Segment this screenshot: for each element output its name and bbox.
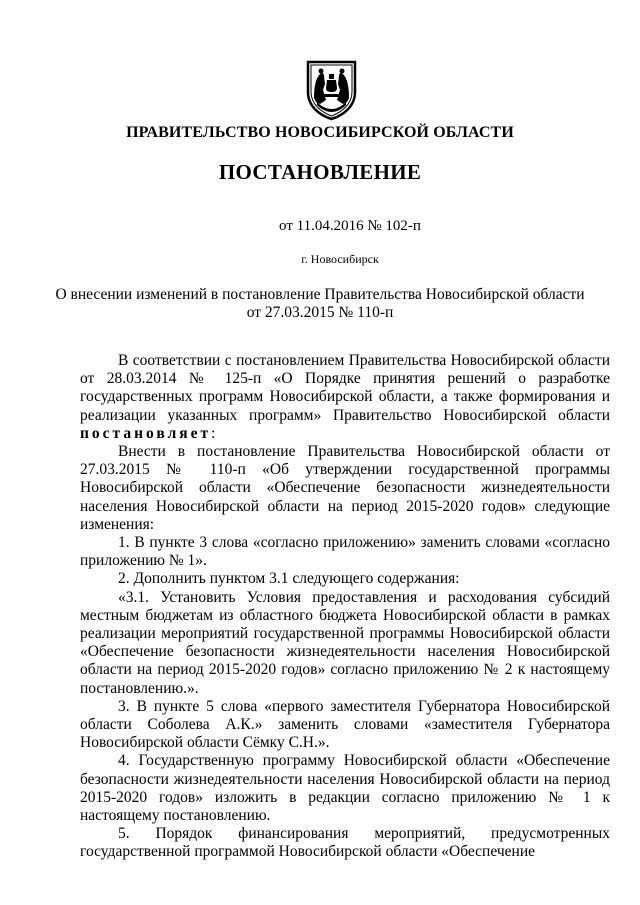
paragraph-item-4: 4. Государственную программу Новосибирской области «Обеспечение безопасности жизнедеятельности населения Новосибирской области на период 2015-2020 годов» изложить в редакции согласно приложению № 1 к настоящему постановлению. [80, 752, 610, 825]
paragraph-preamble [80, 352, 610, 443]
document-title [0, 286, 640, 322]
paragraph-item-3: 3. В пункте 5 слова «первого заместителя Губернатора Новосибирской области Соболева А.К.» заменить словами «заместителя Губернатора Новосибирской области Сёмку С.Н.». [80, 697, 610, 752]
title-line-2: от 27.03.2015 № 110-п [246, 304, 394, 321]
title-line-1: О внесении изменений в постановление Правительства Новосибирской области [55, 286, 585, 303]
resolves-word: постановляет [80, 424, 212, 442]
paragraph-item-1: 1. В пункте 3 слова «согласно приложению» заменить словами «согласно приложению № 1». [80, 534, 610, 570]
document-type: ПОСТАНОВЛЕНИЕ [218, 160, 422, 184]
coat-of-arms-icon [300, 58, 363, 121]
government-name: ПРАВИТЕЛЬСТВО НОВОСИБИРСКОЙ ОБЛАСТИ [126, 124, 514, 141]
preamble-text: В соответствии с постановлением Правительства Новосибирской области от 28.03.2014 № 125-п «О Порядке принятия решений о разработке государственных программ Новосибирской области, а также формирования и реализации указанных программ» Правительство Новосибирской области [80, 352, 610, 424]
preamble-colon: : [211, 424, 216, 442]
city-line: г. Новосибирск [301, 252, 379, 266]
paragraph-item-5: 5. Порядок финансирования мероприятий, предусмотренных государственной программой Новосибирской области «Обеспечение [80, 825, 610, 861]
paragraph-amend: Внести в постановление Правительства Новосибирской области от 27.03.2015 № 110-п «Об утверждении государственной программы Новосибирской области «Обеспечение безопасности жизнедеятельности населения Новосибирской области на период 2015-2020 годов» следующие изменения: [80, 443, 610, 533]
paragraph-item-2: 2. Дополнить пунктом 3.1 следующего содержания: [118, 570, 460, 588]
date-number-line: от 11.04.2016 № 102-п [279, 218, 421, 234]
paragraph-item-3-1: «3.1. Установить Условия предоставления и расходования субсидий местным бюджетам из областного бюджета Новосибирской области в рамках реализации мероприятий государственной программы Новосибирской области «Обеспечение безопасности жизнедеятельности населения Новосибирской области на период 2015-2020 годов» согласно приложению № 2 к настоящему постановлению.». [80, 588, 610, 697]
document-body [80, 352, 610, 862]
